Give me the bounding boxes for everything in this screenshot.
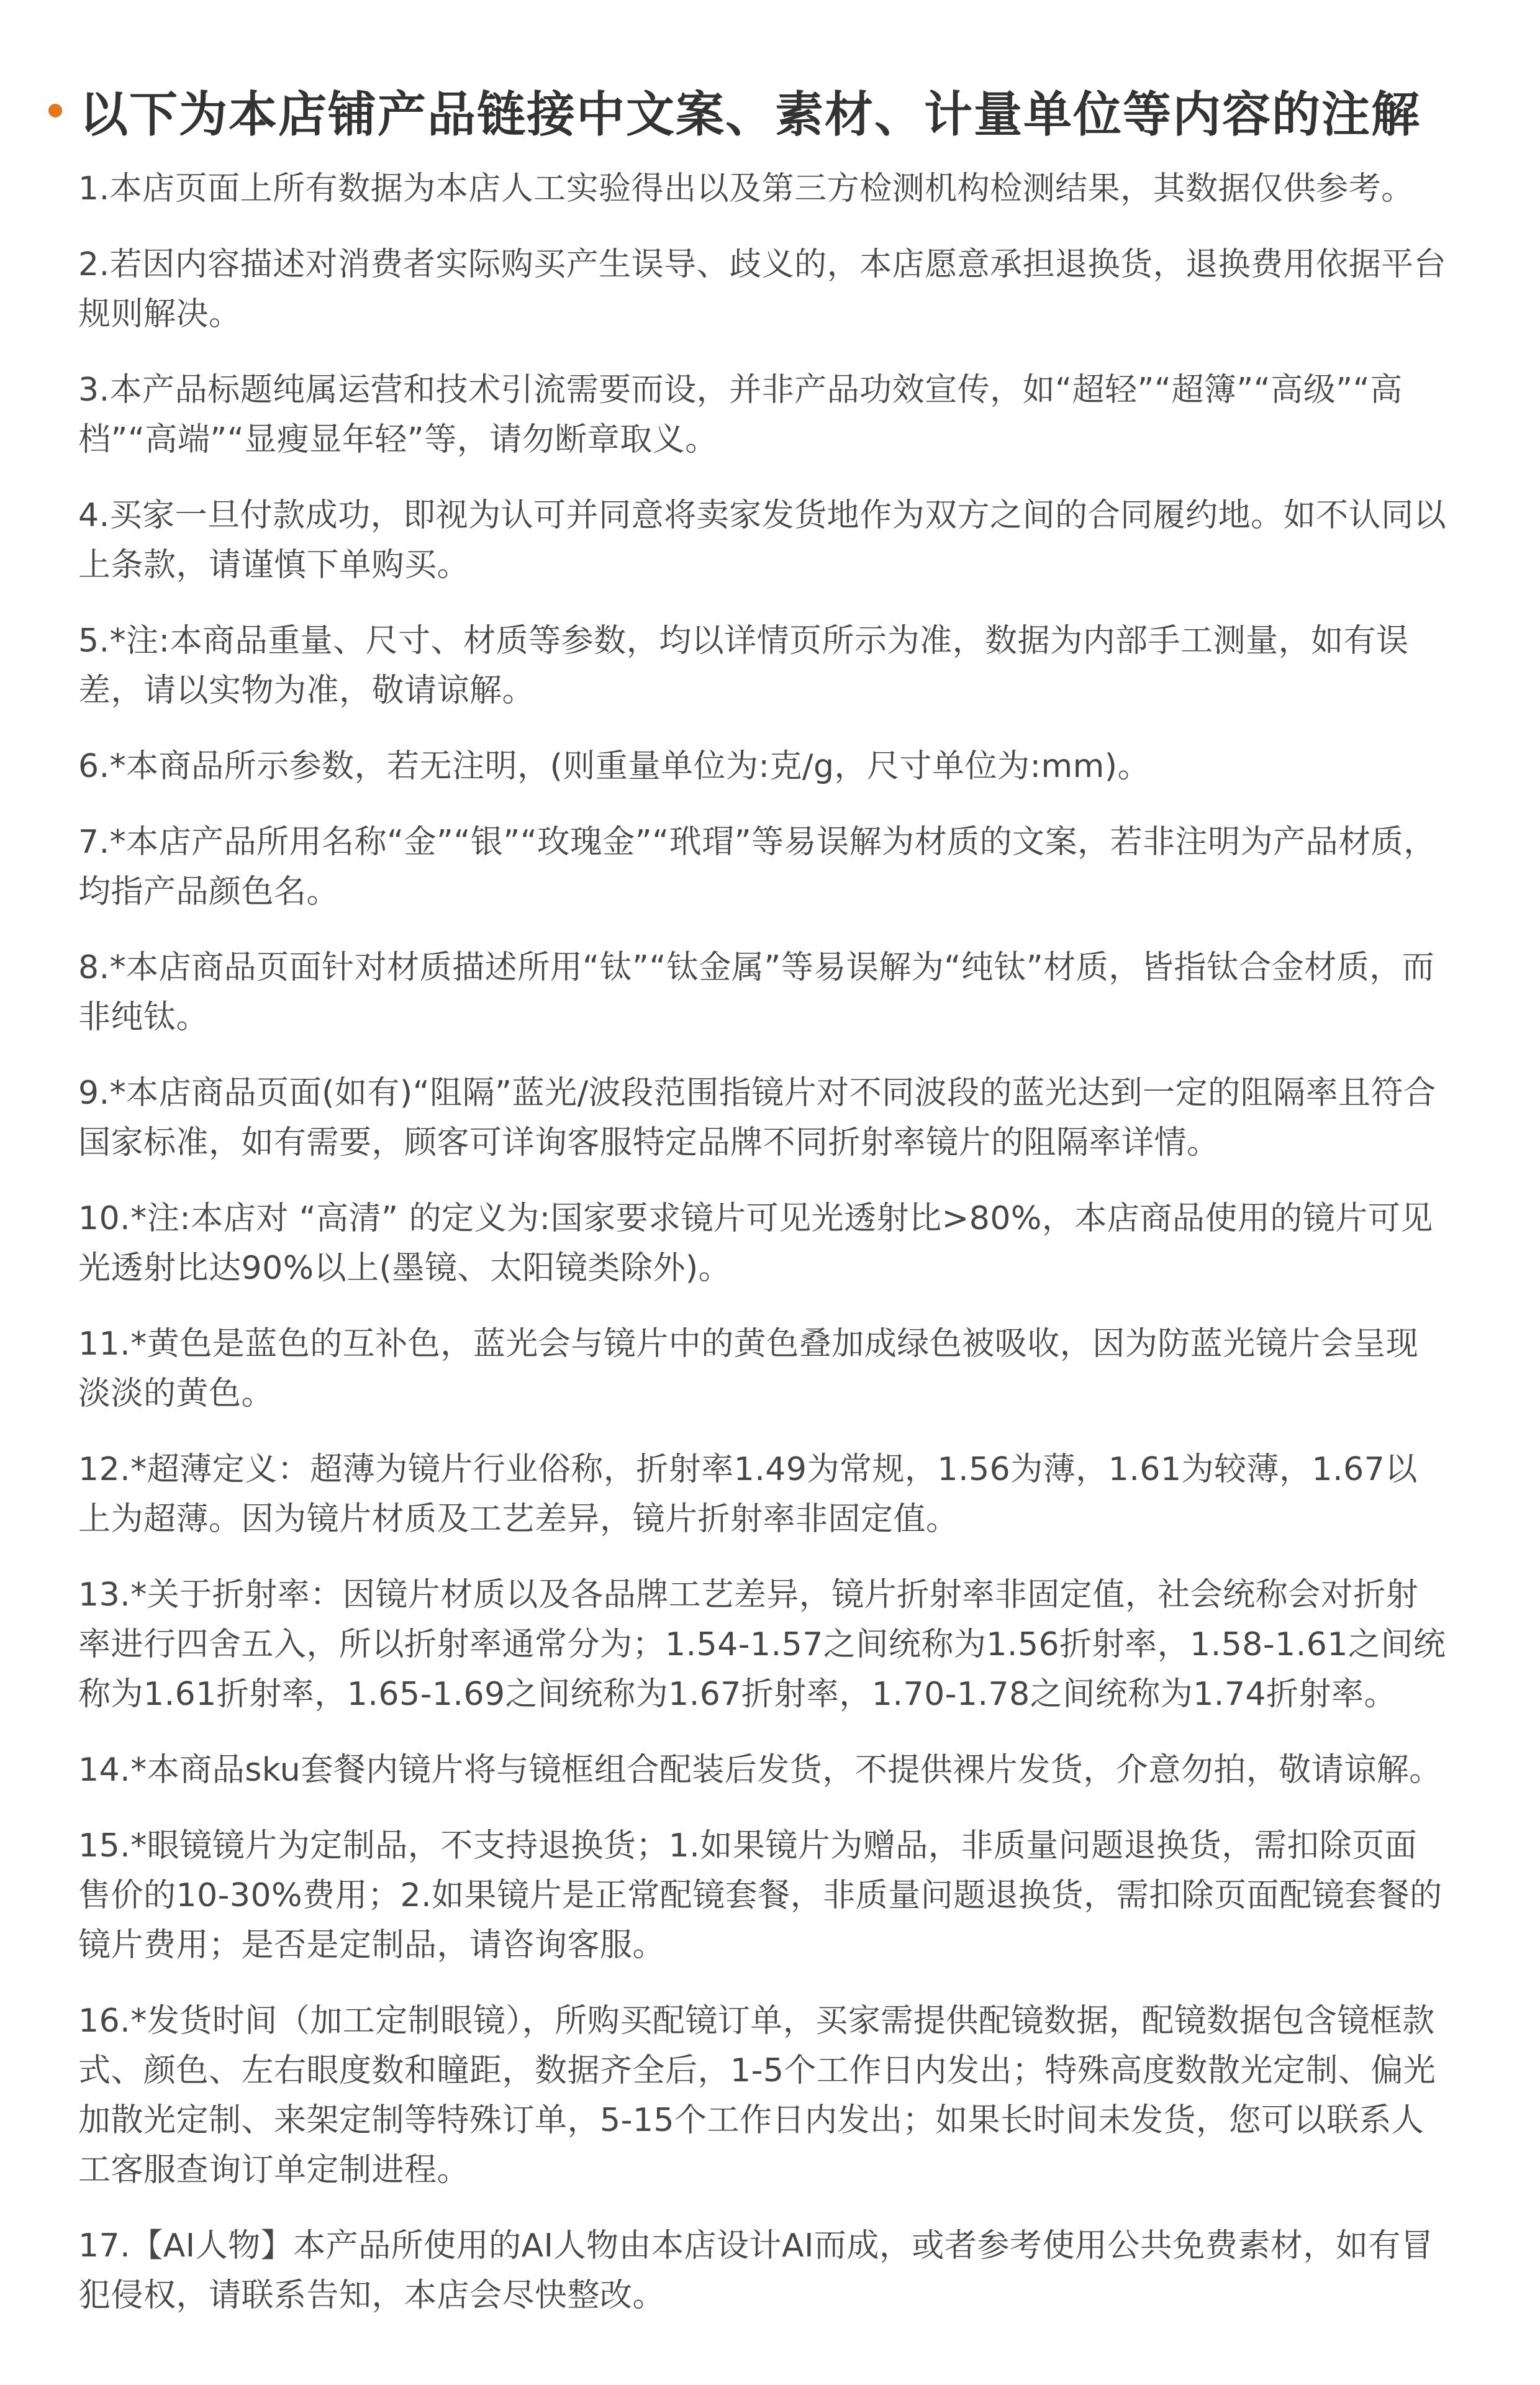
note-item: 6.*本商品所示参数，若无注明，(则重量单位为:克/g，尺寸单位为:mm)。	[78, 748, 1151, 785]
note-item: 8.*本店商品页面针对材质描述所用“钛”“钛金属”等易误解为“纯钛”材质，皆指钛合金材质，而非纯钛。	[78, 949, 1435, 1036]
section-header	[48, 73, 1447, 148]
note-item: 17.【AI人物】本产品所使用的AI人物由本店设计AI而成，或者参考使用公共免费素材，如有冒犯侵权，请联系告知，本店会尽快整改。	[78, 2227, 1434, 2314]
section-title: 以下为本店铺产品链接中文案、素材、计量单位等内容的注解	[79, 87, 1421, 143]
note-item: 11.*黄色是蓝色的互补色，蓝光会与镜片中的黄色叠加成绿色被吸收，因为防蓝光镜片会呈现淡淡的黄色。	[78, 1325, 1419, 1412]
note-item: 10.*注:本店对 “高清” 的定义为:国家要求镜片可见光透射比>80%，本店商品使用的镜片可见光透射比达90%以上(墨镜、太阳镜类除外)。	[78, 1200, 1433, 1287]
note-item: 15.*眼镜镜片为定制品，不支持退换货；1.如果镜片为赠品，非质量问题退换货，需扣除页面售价的10-30%费用；2.如果镜片是正常配镜套餐，非质量问题退换货，需扣除页面配镜套餐的镜片费用；是否是定制品，请咨询客服。	[78, 1827, 1443, 1964]
bullet-dot-icon	[48, 104, 62, 117]
note-item: 1.本店页面上所有数据为本店人工实验得出以及第三方检测机构检测结果，其数据仅供参考。	[78, 170, 1414, 207]
note-item: 5.*注:本商品重量、尺寸、材质等参数，均以详情页所示为准，数据为内部手工测量，如有误差，请以实物为准，敬请谅解。	[78, 622, 1409, 709]
note-item: 13.*关于折射率：因镜片材质以及各品牌工艺差异，镜片折射率非固定值，社会统称会对折射率进行四舍五入，所以折射率通常分为；1.54-1.57之间统称为1.56折射率，1.58-1.61之间统称为1.61折射率，1.65-1.69之间统称为1.67折射率，1.70-1.78之间统称为1.74折射率。	[78, 1576, 1446, 1713]
note-item: 14.*本商品sku套餐内镜片将与镜框组合配装后发货，不提供裸片发货，介意勿拍，敬请谅解。	[78, 1751, 1442, 1789]
note-item: 16.*发货时间（加工定制眼镜），所购买配镜订单，买家需提供配镜数据，配镜数据包含镜框款式、颜色、左右眼度数和瞳距，数据齐全后，1-5个工作日内发出；特殊高度数散光定制、偏光加散光定制、来架定制等特殊订单，5-15个工作日内发出；如果长时间未发货，您可以联系人工客服查询订单定制进程。	[78, 2002, 1436, 2189]
notes-list	[48, 164, 1447, 2320]
note-item: 2.若因内容描述对消费者实际购买产生误导、歧义的，本店愿意承担退换货，退换费用依据平台规则解决。	[78, 246, 1447, 333]
note-item: 4.买家一旦付款成功，即视为认可并同意将卖家发货地作为双方之间的合同履约地。如不认同以上条款，请谨慎下单购买。	[78, 497, 1447, 584]
note-item: 12.*超薄定义：超薄为镜片行业俗称，折射率1.49为常规，1.56为薄，1.61为较薄，1.67以上为超薄。因为镜片材质及工艺差异，镜片折射率非固定值。	[78, 1451, 1418, 1538]
note-item: 7.*本店产品所用名称“金”“银”“玫瑰金”“玳瑁”等易误解为材质的文案，若非注明为产品材质，均指产品颜色名。	[78, 824, 1436, 911]
note-item: 9.*本店商品页面(如有)“阻隔”蓝光/波段范围指镜片对不同波段的蓝光达到一定的阻隔率且符合国家标准，如有需要，顾客可详询客服特定品牌不同折射率镜片的阻隔率详情。	[78, 1074, 1436, 1161]
note-item: 3.本产品标题纯属运营和技术引流需要而设，并非产品功效宣传，如“超轻”“超簿”“高级”“高档”“高端”“显瘦显年轻”等，请勿断章取义。	[78, 371, 1403, 458]
